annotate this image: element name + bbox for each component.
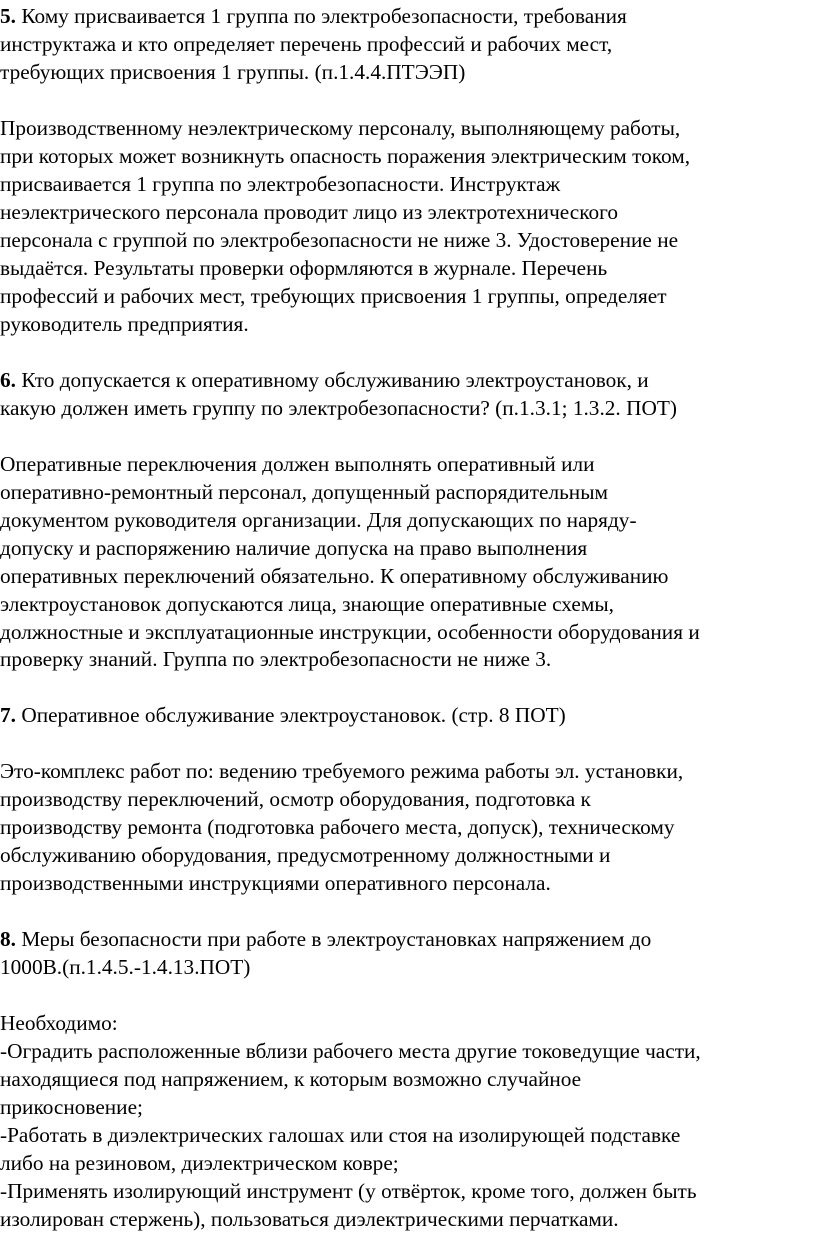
q8-answer-line: прикосновение; [0,1095,143,1120]
q6-answer-line: оперативных переключений обязательно. К оперативному обслуживанию [0,563,669,588]
q6-question-line: какую должен иметь группу по электробезопасности? (п.1.3.1; 1.3.2. ПОТ) [0,395,677,420]
q6-answer-line: электроустановок допускаются лица, знающие оперативные схемы, [0,591,614,616]
q7-answer-line: производству переключений, осмотр оборудования, подготовка к [0,787,591,812]
q7-answer-line: производственными инструкциями оперативного персонала. [0,871,551,896]
q5-answer-line: Производственному неэлектрическому персоналу, выполняющему работы, [0,115,681,140]
q7-number: 7. [0,703,16,728]
q8-number: 8. [0,927,16,952]
q5-answer-line: профессий и рабочих мест, требующих присвоения 1 группы, определяет [0,283,667,308]
q8-answer-line: -Применять изолирующий инструмент (у отвёрток, кроме того, должен быть [0,1179,697,1203]
q5-question-line: 5. Кому присваивается 1 группа по электробезопасности, требования [0,3,627,28]
q5-number: 5. [0,3,16,28]
q5-question-line: инструктажа и кто определяет перечень профессий и рабочих мест, [0,31,613,56]
q5-answer-line: руководитель предприятия. [0,311,249,336]
q8-answer-line: Необходимо: [0,1011,118,1036]
q8-question-line: 8. Меры безопасности при работе в электроустановках напряжением до [0,927,652,952]
q6-answer-line: должностные и эксплуатационные инструкции, особенности оборудования и [0,619,700,644]
q8-answer-line: -Работать в диэлектрических галошах или стоя на изолирующей подставке [0,1123,681,1148]
q5-question-line: требующих присвоения 1 группы. (п.1.4.4.ПТЭЭП) [0,59,466,84]
q5-answer-line: при которых может возникнуть опасность поражения электрическим током, [0,143,691,168]
q8-answer-line: либо на резиновом, диэлектрическом ковре; [0,1151,399,1175]
q7-answer-line: обслуживанию оборудования, предусмотренному должностными и [0,843,611,868]
q8-answer-line: изолирован стержень), пользоваться диэлектрическими перчатками. [0,1207,619,1231]
q6-answer-line: проверку знаний. Группа по электробезопасности не ниже 3. [0,647,552,672]
q5-answer-line: персонала с группой по электробезопасности не ниже 3. Удостоверение не [0,227,679,252]
q7-answer-line: производству ремонта (подготовка рабочего места, допуск), техническому [0,815,675,840]
q6-answer-line: Оперативные переключения должен выполнять оперативный или [0,451,595,476]
q8-question-line: 1000В.(п.1.4.5.-1.4.13.ПОТ) [0,955,251,980]
q6-answer-line: документом руководителя организации. Для допускающих по наряду- [0,507,637,532]
q7-answer-line: Это-комплекс работ по: ведению требуемого режима работы эл. установки, [0,759,684,784]
q5-answer-line: присваивается 1 группа по электробезопасности. Инструктаж [0,171,561,196]
q8-answer-line: находящиеся под напряжением, к которым возможно случайное [0,1067,582,1092]
q8-answer-line: -Оградить расположенные вблизи рабочего места другие токоведущие части, [0,1039,701,1064]
q7-question-line: 7. Оперативное обслуживание электроустановок. (стр. 8 ПОТ) [0,703,566,728]
q6-number: 6. [0,367,16,392]
q5-answer-line: неэлектрического персонала проводит лицо из электротехнического [0,199,618,224]
q5-answer-line: выдаётся. Результаты проверки оформляются в журнале. Перечень [0,255,608,280]
q6-answer-line: оперативно-ремонтный персонал, допущенный распорядительным [0,479,608,504]
q6-answer-line: допуску и распоряжению наличие допуска на право выполнения [0,535,588,560]
q6-question-line: 6. Кто допускается к оперативному обслуживанию электроустановок, и [0,367,649,392]
